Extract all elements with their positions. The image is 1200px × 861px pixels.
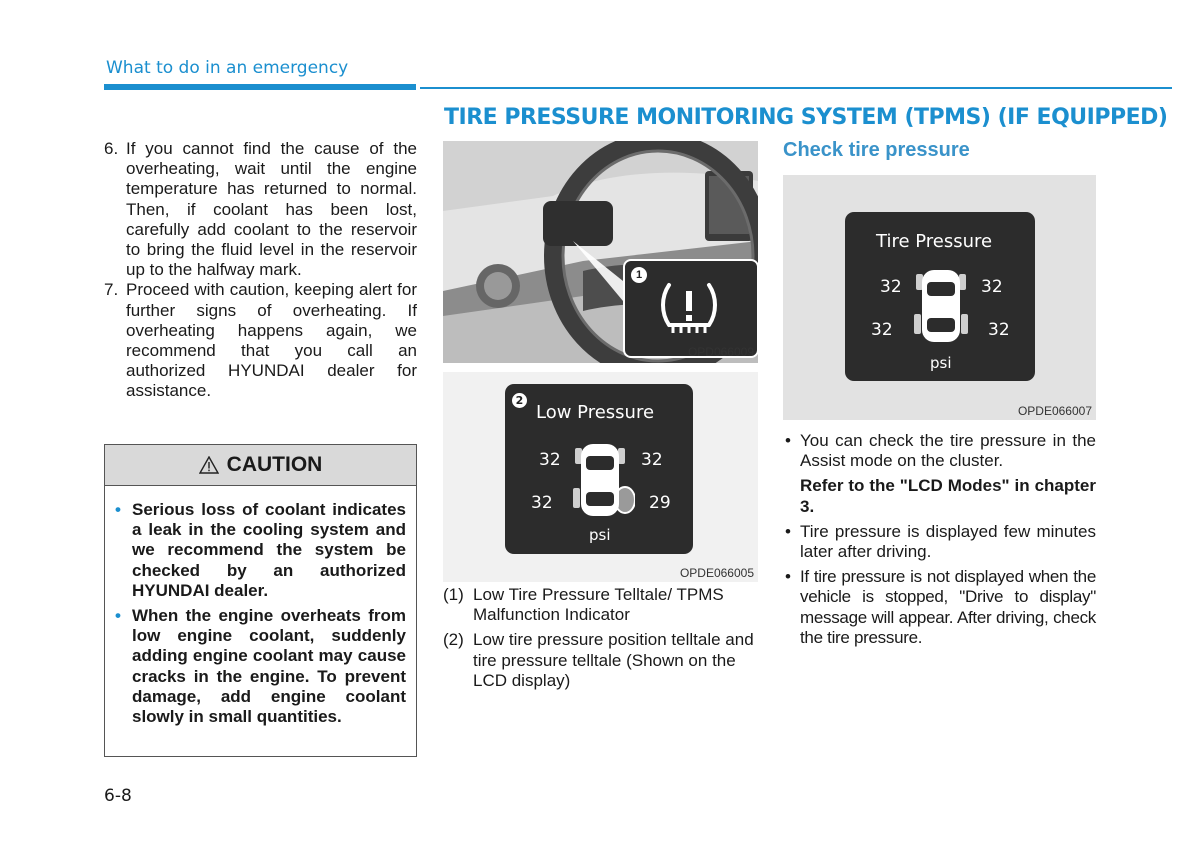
step-7-text: Proceed with caution, keeping alert for further signs of overheating. If overheating happens again, we recommend that you call an authorized HYUNDAI dealer for assistance. xyxy=(126,280,417,401)
caution-box xyxy=(104,444,417,757)
header-rule-thin xyxy=(420,87,1172,89)
caution-header xyxy=(105,445,416,486)
car-top-view-icon xyxy=(565,442,635,520)
caption-1: (1) Low Tire Pressure Telltale/ TPMS Malfunction Indicator xyxy=(443,585,724,625)
page-number: 6-8 xyxy=(104,786,132,806)
step-6-text: If you cannot find the cause of the overheating, wait until the engine temperature has returned to normal. Then, if coolant has been lost, carefully add coolant to the reservoir to bring the fluid level in the reservoir up to the halfway mark. xyxy=(126,139,417,280)
note-bullet: • Tire pressure is displayed few minutes later after driving. xyxy=(785,521,1096,562)
lcd-modes-reference: Refer to the "LCD Modes" in chapter 3. xyxy=(800,476,1096,516)
tire-value-front-right: 32 xyxy=(981,277,1003,297)
tire-value-front-left: 32 xyxy=(539,450,561,470)
car-top-view-icon xyxy=(906,268,976,346)
fig3-code: OPDE066007 xyxy=(1017,404,1092,418)
tpms-warning-icon xyxy=(659,279,719,337)
tire-pressure-title: Tire Pressure xyxy=(876,231,993,252)
dashboard-figure xyxy=(443,141,758,363)
fig1-callout xyxy=(623,259,758,358)
header-rule-thick xyxy=(104,84,416,90)
tire-pressure-figure xyxy=(783,175,1096,420)
caution-bullet: • Serious loss of coolant indicates a leak in the cooling system and we recommend the system be checked by an authorized HYUNDAI dealer. xyxy=(115,500,406,600)
tire-value-rear-right: 29 xyxy=(649,493,671,513)
caution-title: CAUTION xyxy=(226,453,323,476)
tire-pressure-unit: psi xyxy=(930,354,952,372)
check-tire-pressure-heading: Check tire pressure xyxy=(783,139,970,161)
tire-value-rear-left: 32 xyxy=(871,320,893,340)
low-pressure-title: Low Pressure xyxy=(536,402,655,423)
overheating-steps xyxy=(104,139,417,402)
section-label: What to do in an emergency xyxy=(106,58,349,78)
tire-value-front-right: 32 xyxy=(641,450,663,470)
warning-triangle-icon xyxy=(199,456,219,474)
low-pressure-unit: psi xyxy=(589,526,611,544)
step-7: 7. Proceed with caution, keeping alert for further signs of overheating. If overheating happens again, we recommend that you call an authorized HYUNDAI dealer for assistance. xyxy=(104,280,417,401)
low-pressure-display xyxy=(505,384,693,554)
tire-value-front-left: 32 xyxy=(880,277,902,297)
figure-captions xyxy=(443,585,763,696)
step-6: 6. If you cannot find the cause of the overheating, wait until the engine temperature has returned to normal. Then, if coolant has been lost, carefully add coolant to the reservoir to bring the fluid level in the reservoir up to the halfway mark. xyxy=(104,139,417,280)
caption-2: (2) Low tire pressure position telltale and tire pressure telltale (Shown on the LCD display) xyxy=(443,630,754,690)
check-pressure-notes xyxy=(783,431,1096,653)
fig1-marker: 1 xyxy=(631,267,647,283)
note-bullet: • You can check the tire pressure in the Assist mode on the cluster. xyxy=(785,431,1096,471)
note-bullet: • If tire pressure is not displayed when the vehicle is stopped, "Drive to display" message will appear. After driving, check the tire pressure. xyxy=(785,567,1096,647)
tire-value-rear-right: 32 xyxy=(988,320,1010,340)
caution-bullet: • When the engine overheats from low engine coolant, suddenly adding engine coolant may cause cracks in the engine. To prevent damage, add engine coolant slowly in small quantities. xyxy=(115,606,406,727)
page-title: TIRE PRESSURE MONITORING SYSTEM (TPMS) (IF EQUIPPED) xyxy=(444,105,1168,130)
tire-value-rear-left: 32 xyxy=(531,493,553,513)
fig2-marker: 2 xyxy=(512,393,527,408)
low-pressure-figure xyxy=(443,372,758,582)
tire-pressure-display xyxy=(845,212,1035,381)
fig2-code: OPDE066005 xyxy=(679,566,754,580)
fig1-code: OPD066009 xyxy=(687,345,754,359)
